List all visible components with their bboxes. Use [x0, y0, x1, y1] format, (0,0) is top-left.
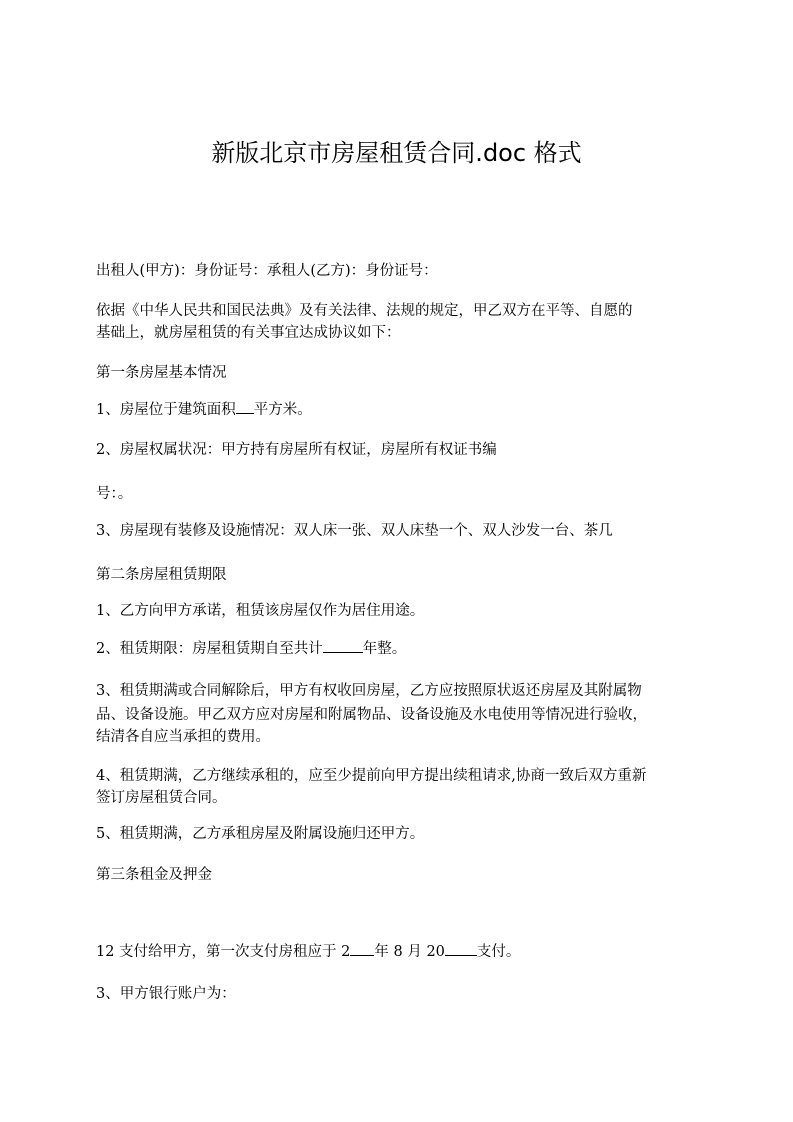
- preamble-line-2: 基础上，就房屋租赁的有关事宜达成协议如下：: [96, 325, 401, 341]
- article3-heading: 第三条租金及押金: [96, 867, 212, 883]
- payment-text-b: 年 8 月 20: [374, 944, 445, 960]
- payment-date-blank: [445, 941, 477, 956]
- article1-item3: 3、房屋现有装修及设施情况：双人床一张、双人床垫一个、双人沙发一台、茶几: [96, 523, 613, 539]
- article1-item2: 2、房屋权属状况：甲方持有房屋所有权证，房屋所有权证书编: [96, 442, 497, 458]
- article2-item3-line-1: 3、租赁期满或合同解除后，甲方有权收回房屋，乙方应按照原状返还房屋及其附属物: [96, 683, 642, 699]
- preamble-line-1: 依据《中华人民共和国民法典》及有关法律、法规的规定，甲乙双方在平等、自愿的: [96, 303, 633, 319]
- article2-item3-line-3: 结清各自应当承担的费用。: [96, 729, 270, 745]
- article3-payment-line: [96, 941, 696, 963]
- payment-text-c: 支付。: [476, 944, 521, 960]
- article2-item3-line-2: 品、设备设施。甲乙双方应对房屋和附属物品、设备设施及水电使用等情况进行验收，: [96, 707, 647, 723]
- article2-item5: 5、租赁期满，乙方承租房屋及附属设施归还甲方。: [96, 826, 425, 842]
- article1-item1-text-b: 平方米。: [253, 402, 312, 418]
- article1-item2-cont: 号：。: [96, 486, 133, 502]
- payment-text-a: 12 支付给甲方，第一次支付房租应于 2: [96, 944, 351, 960]
- article2-item2-text-a: 2、租赁期限：房屋租赁期自至共计: [96, 641, 323, 657]
- article1-item1-text-a: 1、房屋位于建筑面积: [96, 402, 236, 418]
- article1-heading: 第一条房屋基本情况: [96, 365, 227, 381]
- parties-line: 出租人(甲方)：身份证号：承租人(乙方)：身份证号：: [96, 263, 438, 279]
- article2-item1: 1、乙方向甲方承诺，租赁该房屋仅作为居住用途。: [96, 603, 425, 619]
- article2-item2-text-b: 年整。: [362, 641, 407, 657]
- payment-year-blank: [350, 941, 374, 956]
- article2-heading: 第二条房屋租赁期限: [96, 567, 227, 583]
- article2-item4-line-2: 签订房屋租赁合同。: [96, 790, 227, 806]
- document-title: 新版北京市房屋租赁合同.doc 格式: [211, 139, 582, 167]
- article2-item4-line-1: 4、租赁期满，乙方继续承租的，应至少提前向甲方提出续租请求,协商一致后双方重新: [96, 768, 647, 784]
- article3-item3: 3、甲方银行账户为：: [96, 986, 236, 1002]
- article1-item1: [96, 399, 696, 421]
- area-blank: [236, 399, 254, 414]
- term-years-blank: [323, 638, 363, 653]
- article2-item2: [96, 638, 696, 660]
